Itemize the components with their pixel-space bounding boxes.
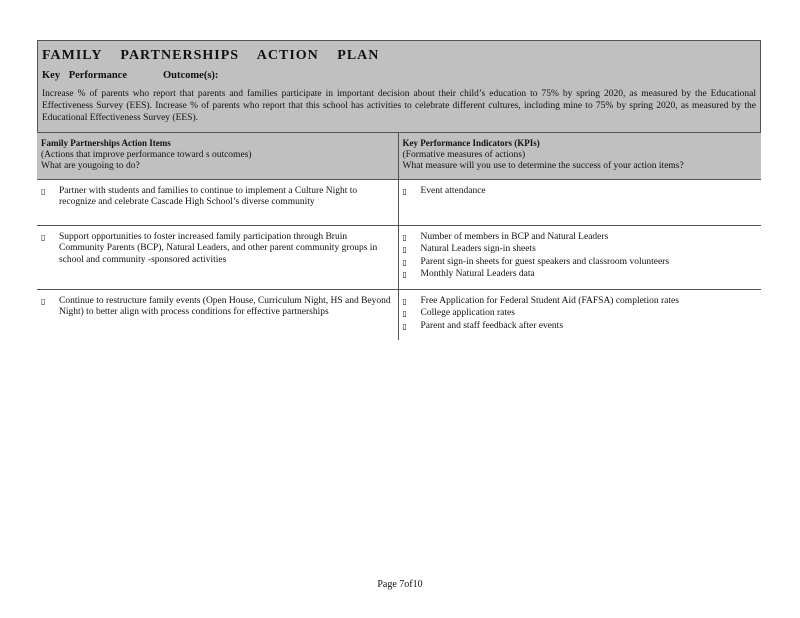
kpi-text: Monthly Natural Leaders data bbox=[420, 269, 535, 279]
table-row bbox=[37, 225, 761, 289]
action-plan-sheet bbox=[37, 40, 761, 340]
action-item bbox=[41, 232, 394, 267]
plan-header bbox=[37, 40, 761, 133]
column-subtitle: (Actions that improve performance toward s outcomes) bbox=[41, 149, 252, 160]
action-cell bbox=[37, 225, 398, 289]
kpi-text: Number of members in BCP and Natural Leaders bbox=[420, 231, 609, 242]
bullet-icon: ▯ bbox=[402, 321, 407, 331]
kpi-cell bbox=[398, 225, 761, 289]
action-item bbox=[41, 296, 394, 319]
kpi-text: Free Application for Federal Student Aid (FAFSA) completion rates bbox=[420, 295, 679, 306]
bullet-icon: ▯ bbox=[402, 270, 407, 279]
kpo-label-part1: Key Performance bbox=[42, 70, 128, 81]
kpi-text: Event attendance bbox=[420, 185, 486, 196]
kpi-text: Parent sign-in sheets for guest speakers and classroom volunteers bbox=[420, 256, 670, 267]
action-items-column-header bbox=[37, 133, 398, 179]
bullet-icon: ▯ bbox=[402, 186, 407, 196]
column-title: Family Partnerships Action Items bbox=[41, 138, 171, 148]
page-title: FAMILY PARTNERSHIPS ACTION PLAN bbox=[42, 48, 380, 63]
kpi-cell bbox=[398, 289, 761, 340]
kpi-item bbox=[403, 321, 758, 333]
kpi-item bbox=[403, 308, 758, 320]
bullet-icon: ▯ bbox=[402, 309, 407, 318]
action-item bbox=[41, 186, 394, 209]
action-text: Continue to restructure family events (Open House, Curriculum Night, HS and Beyond Night) to better align with process conditions for effective partnerships bbox=[59, 295, 391, 317]
kpi-text: College application rates bbox=[420, 308, 515, 318]
kpi-item bbox=[403, 269, 758, 281]
table-header-row bbox=[37, 133, 761, 179]
action-cell bbox=[37, 289, 398, 340]
column-question: What measure will you use to determine the success of your action items? bbox=[402, 161, 684, 171]
bullet-icon: ▯ bbox=[402, 232, 407, 242]
page-number: Page 7of10 bbox=[377, 579, 423, 590]
kpi-item bbox=[403, 186, 758, 198]
action-text: Support opportunities to foster increased family participation through Bruin Community Parents (BCP), Natural Leaders, and other parent community groups in school and community -sponsored activities bbox=[59, 231, 378, 265]
bullet-icon: ▯ bbox=[402, 245, 407, 254]
action-text: Partner with students and families to continue to implement a Culture Night to recognize and celebrate Cascade High School’s diverse community bbox=[59, 185, 358, 207]
kpi-text: Natural Leaders sign-in sheets bbox=[420, 244, 536, 254]
table-row bbox=[37, 289, 761, 340]
kpi-item bbox=[403, 257, 758, 269]
kpi-text: Parent and staff feedback after events bbox=[420, 320, 564, 331]
column-question: What are yougoing to do? bbox=[41, 161, 140, 171]
bullet-icon: ▯ bbox=[41, 232, 46, 242]
action-cell bbox=[37, 179, 398, 225]
kpo-label-part2: Outcome(s): bbox=[163, 70, 219, 81]
kpi-column-header bbox=[398, 133, 761, 179]
bullet-icon: ▯ bbox=[41, 296, 46, 306]
key-performance-outcomes-label bbox=[42, 70, 756, 81]
outcome-text: Increase % of parents who report that parents and families participate in important decision about their child’s education to 75% by spring 2020, as measured by the Educational Effectiveness Survey (EES). Increase % of parents who report that this school has activities to celebrate different cultures, including mine to 75% by spring 2020, as measured by the Educational Effectiveness Survey (EES). bbox=[42, 89, 756, 123]
table-row bbox=[37, 179, 761, 225]
action-plan-table bbox=[37, 133, 761, 340]
bullet-icon: ▯ bbox=[402, 296, 407, 306]
bullet-icon: ▯ bbox=[41, 186, 46, 196]
kpi-item bbox=[403, 232, 758, 244]
column-subtitle: (Formative measures of actions) bbox=[402, 149, 526, 160]
kpi-item bbox=[403, 296, 758, 308]
bullet-icon: ▯ bbox=[402, 257, 407, 267]
kpi-cell bbox=[398, 179, 761, 225]
column-title: Key Performance Indicators (KPIs) bbox=[402, 138, 540, 148]
kpi-item bbox=[403, 244, 758, 256]
